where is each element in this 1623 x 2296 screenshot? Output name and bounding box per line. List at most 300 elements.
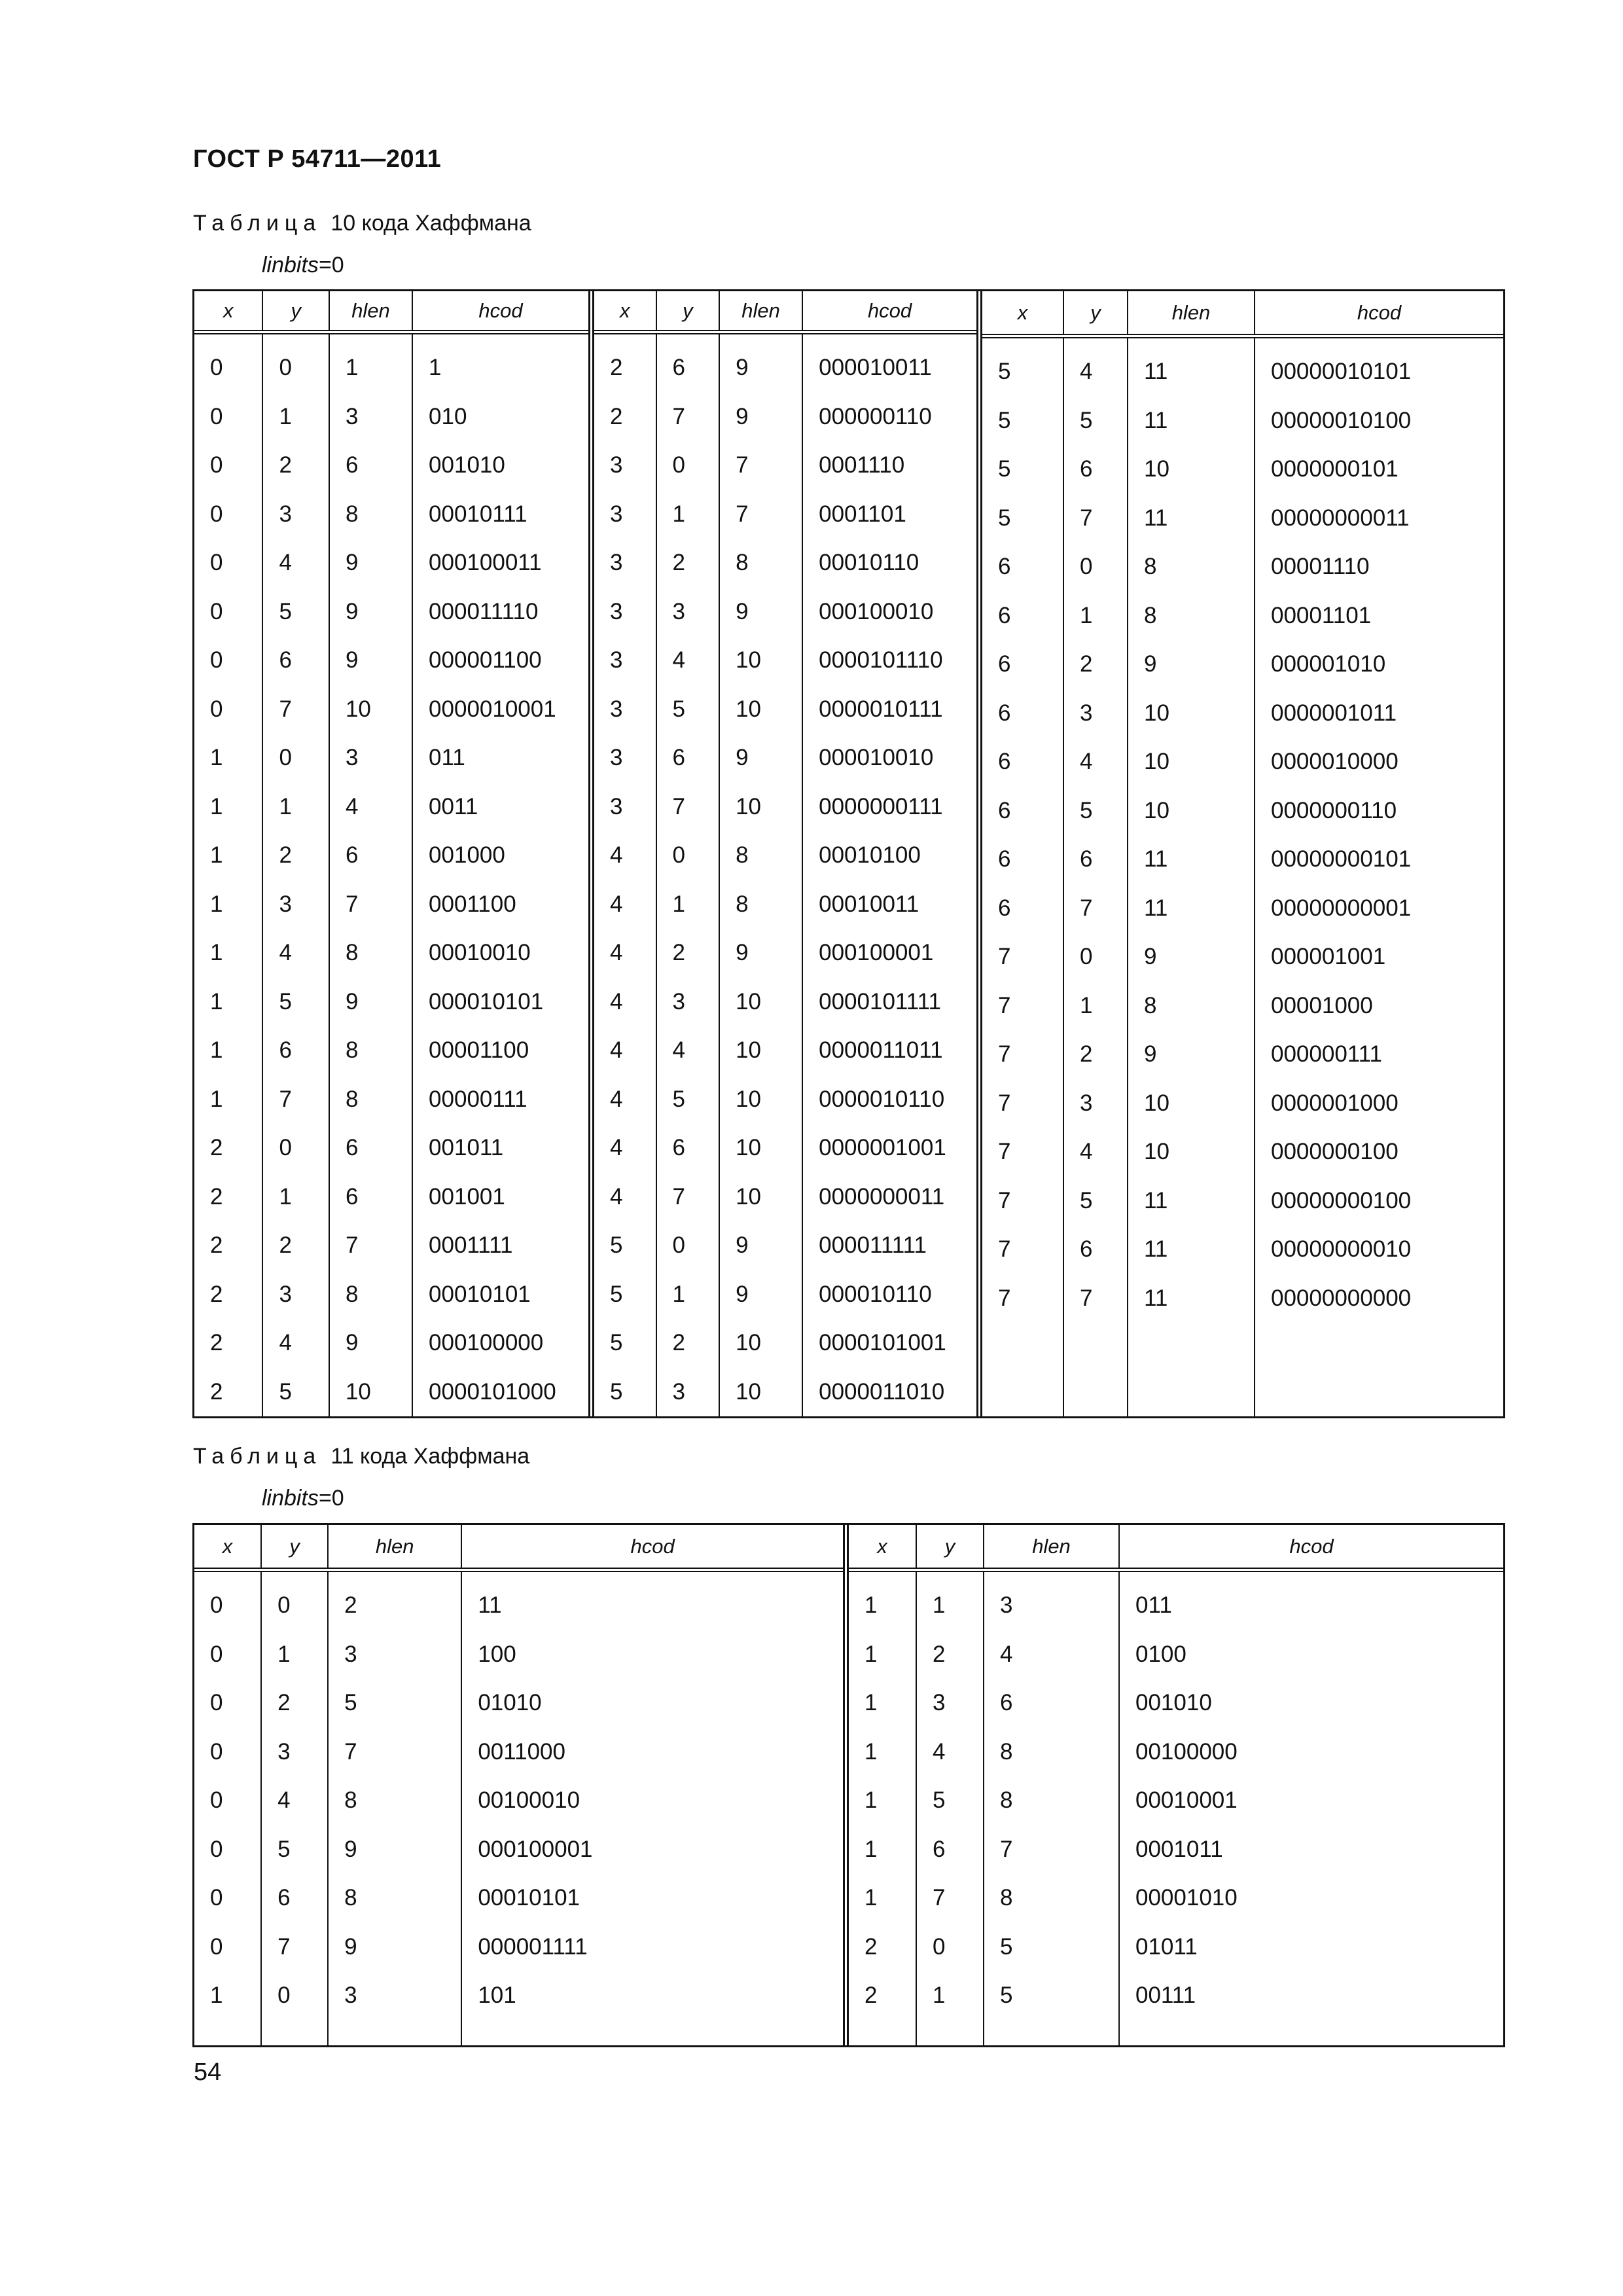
cell-hcod: 000001111 xyxy=(478,1933,588,1960)
table-body xyxy=(849,1572,1503,2045)
cell-hcod: 00100010 xyxy=(478,1787,580,1814)
cell-y: 1 xyxy=(1080,602,1093,628)
column-header-hcod: hcod xyxy=(478,298,523,322)
cell-hlen: 11 xyxy=(1144,1285,1168,1311)
cell-hcod: 00010101 xyxy=(429,1281,531,1307)
cell-hlen: 9 xyxy=(736,1232,749,1259)
cell-x: 7 xyxy=(998,1090,1011,1116)
cell-hlen: 6 xyxy=(345,1183,359,1210)
cell-y: 3 xyxy=(1080,1090,1093,1116)
column-header-hlen: hlen xyxy=(329,1525,462,1568)
cell-y: 5 xyxy=(672,1086,686,1112)
column-x xyxy=(849,1572,917,2045)
cell-hlen: 11 xyxy=(1144,505,1168,531)
cell-y: 3 xyxy=(672,598,686,624)
cell-x: 5 xyxy=(998,407,1011,433)
cell-hcod: 0000010110 xyxy=(819,1086,945,1112)
cell-x: 2 xyxy=(210,1183,223,1210)
cell-hcod: 011 xyxy=(1135,1592,1172,1619)
column-hcod xyxy=(1255,338,1503,1416)
cell-x: 0 xyxy=(210,1592,223,1619)
cell-hlen: 10 xyxy=(736,696,762,722)
cell-hcod: 0011 xyxy=(429,793,478,819)
cell-x: 1 xyxy=(210,988,223,1014)
cell-y: 7 xyxy=(672,1183,686,1210)
cell-hcod: 0011000 xyxy=(478,1738,565,1765)
cell-hlen: 8 xyxy=(345,1086,359,1112)
column-header-hlen: hlen xyxy=(720,291,803,330)
column-header-hcod: hcod xyxy=(1289,1534,1334,1558)
cell-y: 2 xyxy=(933,1641,946,1667)
table10-block-2 xyxy=(594,291,982,1416)
cell-hcod: 000000110 xyxy=(819,403,932,429)
cell-hlen: 3 xyxy=(344,1641,357,1667)
cell-hlen: 8 xyxy=(344,1787,357,1814)
cell-hcod: 001011 xyxy=(429,1135,504,1161)
column-header-x: x xyxy=(849,1525,917,1568)
cell-hcod: 00000010100 xyxy=(1271,407,1412,433)
cell-x: 2 xyxy=(210,1330,223,1356)
cell-y: 6 xyxy=(672,745,686,771)
cell-hlen: 6 xyxy=(345,1135,359,1161)
cell-y: 2 xyxy=(672,1330,686,1356)
cell-y: 1 xyxy=(933,1982,946,2009)
cell-hcod: 00010111 xyxy=(429,501,527,527)
cell-y: 5 xyxy=(1080,1187,1093,1213)
cell-y: 1 xyxy=(1080,992,1093,1018)
cell-x: 5 xyxy=(610,1232,623,1259)
cell-y: 1 xyxy=(279,793,292,819)
page-number: 54 xyxy=(194,2058,222,2086)
cell-hlen: 3 xyxy=(345,745,359,771)
cell-y: 4 xyxy=(277,1787,291,1814)
cell-x: 1 xyxy=(210,745,223,771)
cell-hcod: 11 xyxy=(478,1592,502,1619)
cell-x: 5 xyxy=(610,1281,623,1307)
cell-y: 6 xyxy=(279,1037,292,1064)
cell-hlen: 10 xyxy=(736,1037,762,1064)
huffman-table-10 xyxy=(192,289,1505,1418)
cell-hlen: 8 xyxy=(736,842,749,869)
cell-hcod: 000100011 xyxy=(429,550,542,576)
cell-y: 3 xyxy=(279,891,292,917)
cell-y: 1 xyxy=(279,1183,292,1210)
cell-hlen: 8 xyxy=(1000,1738,1013,1765)
table10-block-1 xyxy=(194,291,594,1416)
cell-y: 2 xyxy=(279,1232,292,1259)
cell-y: 6 xyxy=(933,1836,946,1862)
cell-x: 3 xyxy=(610,550,623,576)
header-row xyxy=(849,1525,1503,1572)
cell-y: 0 xyxy=(279,355,292,381)
cell-x: 0 xyxy=(210,501,223,527)
cell-hcod: 000010011 xyxy=(819,355,932,381)
cell-y: 4 xyxy=(672,1037,686,1064)
cell-y: 1 xyxy=(672,1281,686,1307)
cell-y: 2 xyxy=(672,550,686,576)
cell-hlen: 9 xyxy=(736,403,749,429)
cell-hcod: 0000101111 xyxy=(819,988,941,1014)
cell-hcod: 0000000101 xyxy=(1271,456,1399,482)
cell-hcod: 000100010 xyxy=(819,598,934,624)
cell-hlen: 10 xyxy=(1144,797,1169,823)
cell-hlen: 11 xyxy=(1144,846,1168,872)
cell-hcod: 001001 xyxy=(429,1183,505,1210)
cell-hcod: 00000000011 xyxy=(1271,505,1410,531)
cell-x: 7 xyxy=(998,944,1011,970)
cell-x: 1 xyxy=(210,891,223,917)
cell-hcod: 00010011 xyxy=(819,891,919,917)
column-hlen xyxy=(720,334,803,1416)
cell-hlen: 8 xyxy=(344,1885,357,1911)
cell-y: 3 xyxy=(279,501,292,527)
cell-x: 1 xyxy=(210,793,223,819)
cell-x: 0 xyxy=(210,403,223,429)
cell-hlen: 4 xyxy=(1000,1641,1013,1667)
cell-hlen: 7 xyxy=(344,1738,357,1765)
column-header-hlen: hlen xyxy=(1128,291,1255,334)
cell-x: 6 xyxy=(998,554,1011,580)
cell-hlen: 9 xyxy=(736,355,749,381)
cell-y: 6 xyxy=(1080,846,1093,872)
huffman-table-11 xyxy=(192,1523,1505,2047)
cell-x: 0 xyxy=(210,550,223,576)
cell-x: 2 xyxy=(210,1135,223,1161)
table10-block-3 xyxy=(982,291,1503,1416)
cell-hcod: 0000101110 xyxy=(819,647,943,673)
cell-hcod: 00001000 xyxy=(1271,992,1373,1018)
cell-hlen: 9 xyxy=(344,1836,357,1862)
cell-y: 4 xyxy=(1080,359,1093,385)
cell-y: 5 xyxy=(672,696,686,722)
cell-y: 3 xyxy=(672,1378,686,1405)
header-row xyxy=(594,291,976,334)
cell-y: 3 xyxy=(1080,700,1093,726)
table10-linbits xyxy=(262,253,344,278)
table11-caption-word: Таблица xyxy=(193,1444,322,1469)
cell-hlen: 7 xyxy=(345,891,359,917)
cell-x: 2 xyxy=(210,1232,223,1259)
cell-hlen: 7 xyxy=(736,501,749,527)
column-x xyxy=(194,1572,262,2045)
cell-hcod: 00000000100 xyxy=(1271,1187,1412,1213)
cell-hcod: 000001001 xyxy=(1271,944,1386,970)
cell-y: 7 xyxy=(1080,505,1093,531)
cell-hcod: 0000000111 xyxy=(819,793,943,819)
cell-x: 3 xyxy=(610,696,623,722)
cell-x: 6 xyxy=(998,700,1011,726)
cell-hlen: 10 xyxy=(736,1378,762,1405)
cell-y: 2 xyxy=(277,1690,291,1716)
cell-hcod: 0000011010 xyxy=(819,1378,945,1405)
table11-block-2 xyxy=(849,1525,1503,2045)
cell-hcod: 00001110 xyxy=(1271,554,1370,580)
cell-y: 5 xyxy=(277,1836,291,1862)
cell-y: 5 xyxy=(279,1378,292,1405)
cell-hcod: 0000001000 xyxy=(1271,1090,1399,1116)
cell-x: 0 xyxy=(210,1933,223,1960)
table10-caption xyxy=(193,211,531,236)
header-row xyxy=(194,1525,843,1572)
cell-x: 6 xyxy=(998,749,1011,775)
cell-x: 1 xyxy=(865,1641,878,1667)
cell-hcod: 000001010 xyxy=(1271,651,1386,677)
column-hcod xyxy=(803,334,976,1416)
table11-linbits-var: linbits xyxy=(262,1486,319,1511)
cell-y: 1 xyxy=(279,403,292,429)
cell-hlen: 8 xyxy=(345,940,359,966)
cell-hlen: 10 xyxy=(1144,700,1169,726)
cell-hlen: 10 xyxy=(736,1330,762,1356)
column-hcod xyxy=(462,1572,843,2045)
cell-hlen: 9 xyxy=(345,988,359,1014)
cell-y: 3 xyxy=(933,1690,946,1716)
cell-x: 2 xyxy=(210,1281,223,1307)
cell-hlen: 7 xyxy=(345,1232,359,1259)
cell-y: 7 xyxy=(672,793,686,819)
table11-block-1 xyxy=(194,1525,849,2045)
column-header-y: y xyxy=(917,1525,984,1568)
cell-hcod: 000100001 xyxy=(478,1836,593,1862)
cell-hcod: 0000010001 xyxy=(429,696,556,722)
column-header-y: y xyxy=(657,291,721,330)
cell-y: 2 xyxy=(672,940,686,966)
cell-x: 6 xyxy=(998,651,1011,677)
cell-hcod: 00010100 xyxy=(819,842,921,869)
cell-hcod: 000001100 xyxy=(429,647,542,673)
cell-x: 0 xyxy=(210,355,223,381)
cell-hlen: 8 xyxy=(1000,1787,1013,1814)
cell-hcod: 00000000000 xyxy=(1271,1285,1412,1311)
cell-hcod: 00001010 xyxy=(1135,1885,1238,1911)
cell-y: 7 xyxy=(1080,895,1093,921)
column-x xyxy=(982,338,1064,1416)
cell-x: 3 xyxy=(610,745,623,771)
document-code: ГОСТ Р 54711—2011 xyxy=(193,145,442,173)
cell-hcod: 0000101000 xyxy=(429,1378,556,1405)
cell-y: 7 xyxy=(1080,1285,1093,1311)
cell-hcod: 00111 xyxy=(1135,1982,1196,2009)
cell-hcod: 00000111 xyxy=(429,1086,527,1112)
cell-hcod: 0001100 xyxy=(429,891,516,917)
cell-y: 2 xyxy=(279,842,292,869)
cell-x: 4 xyxy=(610,940,623,966)
cell-hlen: 9 xyxy=(1144,1041,1157,1067)
cell-hcod: 000010101 xyxy=(429,988,544,1014)
cell-y: 4 xyxy=(279,1330,292,1356)
cell-hlen: 10 xyxy=(1144,1139,1169,1165)
cell-hlen: 9 xyxy=(344,1933,357,1960)
cell-hlen: 3 xyxy=(344,1982,357,2009)
cell-hlen: 9 xyxy=(736,745,749,771)
cell-hcod: 00000000101 xyxy=(1271,846,1412,872)
cell-x: 4 xyxy=(610,1135,623,1161)
cell-x: 1 xyxy=(865,1690,878,1716)
cell-hlen: 8 xyxy=(736,550,749,576)
cell-hlen: 9 xyxy=(1144,651,1157,677)
cell-hlen: 9 xyxy=(736,940,749,966)
cell-y: 6 xyxy=(672,355,686,381)
cell-hcod: 010 xyxy=(429,403,467,429)
cell-hcod: 000100001 xyxy=(819,940,934,966)
cell-hlen: 11 xyxy=(1144,1187,1168,1213)
column-header-hcod: hcod xyxy=(867,298,912,322)
cell-y: 2 xyxy=(1080,651,1093,677)
cell-hlen: 10 xyxy=(345,1378,371,1405)
cell-hcod: 00000010101 xyxy=(1271,359,1412,385)
column-header-y: y xyxy=(263,291,330,330)
cell-hlen: 8 xyxy=(345,501,359,527)
cell-y: 5 xyxy=(1080,407,1093,433)
cell-hlen: 10 xyxy=(736,988,762,1014)
cell-hcod: 0000010000 xyxy=(1271,749,1399,775)
table11-caption xyxy=(193,1444,529,1469)
cell-y: 1 xyxy=(672,891,686,917)
column-hlen xyxy=(1128,338,1255,1416)
cell-x: 2 xyxy=(210,1378,223,1405)
cell-hlen: 6 xyxy=(345,452,359,478)
cell-hlen: 7 xyxy=(1000,1836,1013,1862)
cell-hcod: 0001101 xyxy=(819,501,906,527)
table-body xyxy=(594,334,976,1416)
cell-x: 5 xyxy=(998,456,1011,482)
cell-x: 1 xyxy=(210,842,223,869)
column-hlen xyxy=(329,1572,462,2045)
column-header-hcod: hcod xyxy=(630,1534,675,1558)
cell-x: 0 xyxy=(210,1836,223,1862)
cell-y: 7 xyxy=(672,403,686,429)
table-body xyxy=(194,334,588,1416)
cell-x: 4 xyxy=(610,1183,623,1210)
cell-y: 3 xyxy=(672,988,686,1014)
header-row xyxy=(982,291,1503,338)
cell-hcod: 000000111 xyxy=(1271,1041,1382,1067)
cell-x: 1 xyxy=(865,1787,878,1814)
cell-x: 3 xyxy=(610,598,623,624)
column-header-hlen: hlen xyxy=(330,291,413,330)
column-y xyxy=(263,334,330,1416)
cell-x: 2 xyxy=(865,1982,878,2009)
column-header-hlen: hlen xyxy=(984,1525,1120,1568)
cell-y: 0 xyxy=(277,1982,291,2009)
cell-hcod: 0000011011 xyxy=(819,1037,943,1064)
cell-y: 7 xyxy=(277,1933,291,1960)
table11-linbits xyxy=(262,1486,344,1511)
cell-hcod: 0001111 xyxy=(429,1232,513,1259)
cell-hlen: 11 xyxy=(1144,1236,1168,1263)
cell-y: 6 xyxy=(672,1135,686,1161)
cell-y: 3 xyxy=(277,1738,291,1765)
cell-x: 4 xyxy=(610,988,623,1014)
cell-x: 2 xyxy=(610,403,623,429)
cell-y: 4 xyxy=(672,647,686,673)
cell-x: 1 xyxy=(865,1836,878,1862)
cell-x: 6 xyxy=(998,602,1011,628)
cell-hlen: 8 xyxy=(345,1037,359,1064)
cell-hcod: 000010010 xyxy=(819,745,934,771)
cell-hcod: 101 xyxy=(478,1982,516,2009)
cell-y: 5 xyxy=(933,1787,946,1814)
cell-hcod: 00100000 xyxy=(1135,1738,1238,1765)
cell-hcod: 0000010111 xyxy=(819,696,943,722)
cell-hcod: 01011 xyxy=(1135,1933,1198,1960)
column-hcod xyxy=(413,334,588,1416)
cell-x: 1 xyxy=(865,1885,878,1911)
cell-hlen: 8 xyxy=(1144,992,1157,1018)
cell-x: 0 xyxy=(210,1738,223,1765)
cell-hlen: 8 xyxy=(345,1281,359,1307)
cell-x: 7 xyxy=(998,1236,1011,1263)
cell-hlen: 1 xyxy=(345,355,359,381)
column-x xyxy=(194,334,263,1416)
cell-y: 4 xyxy=(1080,1139,1093,1165)
cell-hcod: 0000101001 xyxy=(819,1330,946,1356)
table10-caption-word: Таблица xyxy=(193,211,322,236)
table11-caption-title: 11 кода Хаффмана xyxy=(330,1444,530,1469)
table10-linbits-var: linbits xyxy=(262,253,319,278)
cell-x: 1 xyxy=(865,1738,878,1765)
cell-x: 1 xyxy=(210,1982,223,2009)
cell-x: 3 xyxy=(610,452,623,478)
cell-x: 6 xyxy=(998,895,1011,921)
cell-hcod: 0000001011 xyxy=(1271,700,1397,726)
cell-hlen: 11 xyxy=(1144,895,1168,921)
column-header-y: y xyxy=(262,1525,329,1568)
cell-hlen: 2 xyxy=(344,1592,357,1619)
cell-hcod: 0100 xyxy=(1135,1641,1186,1667)
cell-x: 0 xyxy=(210,598,223,624)
cell-y: 4 xyxy=(279,940,292,966)
cell-hcod: 0001110 xyxy=(819,452,905,478)
cell-x: 5 xyxy=(998,359,1011,385)
cell-hcod: 001010 xyxy=(429,452,505,478)
cell-y: 0 xyxy=(672,1232,686,1259)
cell-hlen: 8 xyxy=(1144,602,1157,628)
cell-y: 6 xyxy=(1080,1236,1093,1263)
cell-hlen: 10 xyxy=(736,647,762,673)
cell-hlen: 10 xyxy=(1144,456,1169,482)
cell-x: 7 xyxy=(998,1187,1011,1213)
column-header-hcod: hcod xyxy=(1357,300,1402,324)
cell-hcod: 00000000010 xyxy=(1271,1236,1412,1263)
cell-hlen: 11 xyxy=(1144,359,1168,385)
cell-y: 1 xyxy=(933,1592,946,1619)
cell-x: 3 xyxy=(610,501,623,527)
cell-hlen: 10 xyxy=(1144,749,1169,775)
column-y xyxy=(1064,338,1128,1416)
cell-y: 4 xyxy=(933,1738,946,1765)
cell-x: 1 xyxy=(210,1086,223,1112)
cell-x: 6 xyxy=(998,846,1011,872)
cell-x: 0 xyxy=(210,1787,223,1814)
cell-hlen: 5 xyxy=(1000,1933,1013,1960)
cell-x: 5 xyxy=(998,505,1011,531)
cell-hcod: 00001101 xyxy=(1271,602,1372,628)
cell-hcod: 100 xyxy=(478,1641,516,1667)
cell-hlen: 9 xyxy=(345,550,359,576)
cell-hcod: 001000 xyxy=(429,842,505,869)
cell-hcod: 0000000110 xyxy=(1271,797,1397,823)
cell-y: 0 xyxy=(279,1135,292,1161)
column-y xyxy=(262,1572,329,2045)
cell-y: 0 xyxy=(279,745,292,771)
cell-x: 4 xyxy=(610,891,623,917)
cell-x: 0 xyxy=(210,696,223,722)
cell-hcod: 000011110 xyxy=(429,598,539,624)
cell-hlen: 9 xyxy=(345,1330,359,1356)
cell-x: 5 xyxy=(610,1330,623,1356)
cell-x: 0 xyxy=(210,647,223,673)
